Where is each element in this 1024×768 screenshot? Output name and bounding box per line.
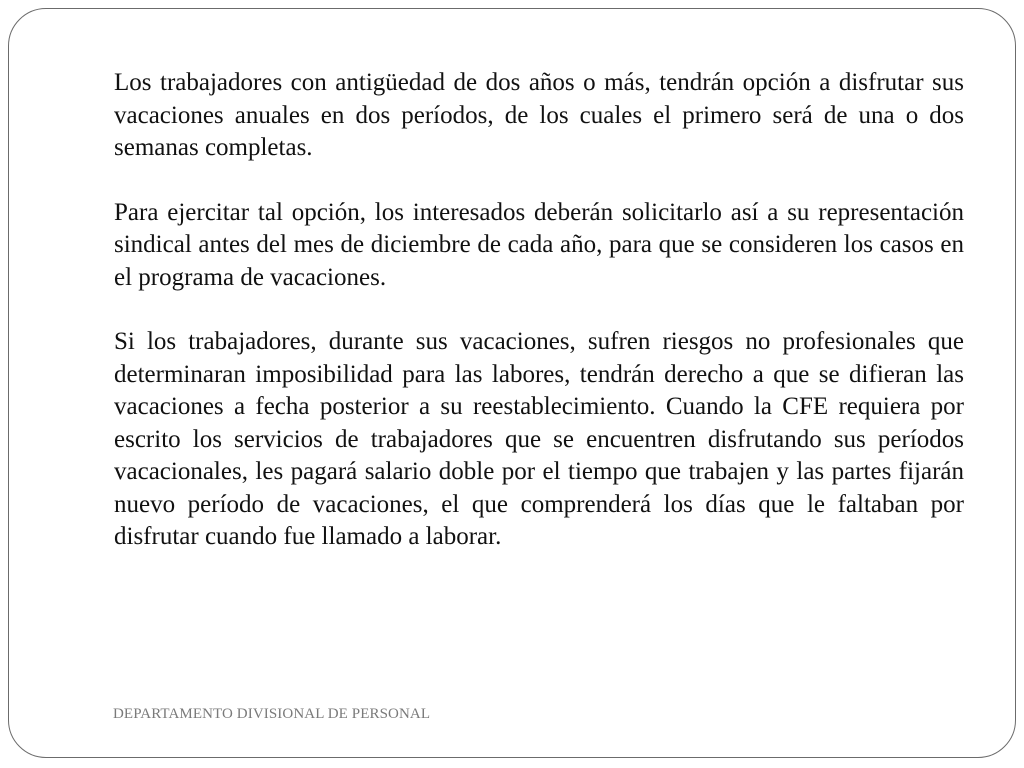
paragraph-risks-and-recall: Si los trabajadores, durante sus vacaciones, sufren riesgos no profesionales que determinaran imposibilidad para las labores, tendrán derecho a que se difieran las vacaciones a fecha posterior a su reestablecimiento. Cuando la CFE requiera por escrito los servicios de trabajadores que se encuentren disfrutando sus períodos vacacionales, les pagará salario doble por el tiempo que trabajen y las partes fijarán nuevo período de vacaciones, el que comprenderá los días que le faltaban por disfrutar cuando fue llamado a laborar. xyxy=(114,328,964,550)
slide-body xyxy=(114,67,964,554)
slide-footer: DEPARTAMENTO DIVISIONAL DE PERSONAL xyxy=(113,706,431,722)
paragraph-exercise-option: Para ejercitar tal opción, los interesados deberán solicitarlo así a su representación sindical antes del mes de diciembre de cada año, para que se consideren los casos en el programa de vacaciones. xyxy=(114,198,964,291)
paragraph-vacation-periods: Los trabajadores con antigüedad de dos años o más, tendrán opción a disfrutar sus vacaciones anuales en dos períodos, de los cuales el primero será de una o dos semanas completas. xyxy=(114,69,964,161)
